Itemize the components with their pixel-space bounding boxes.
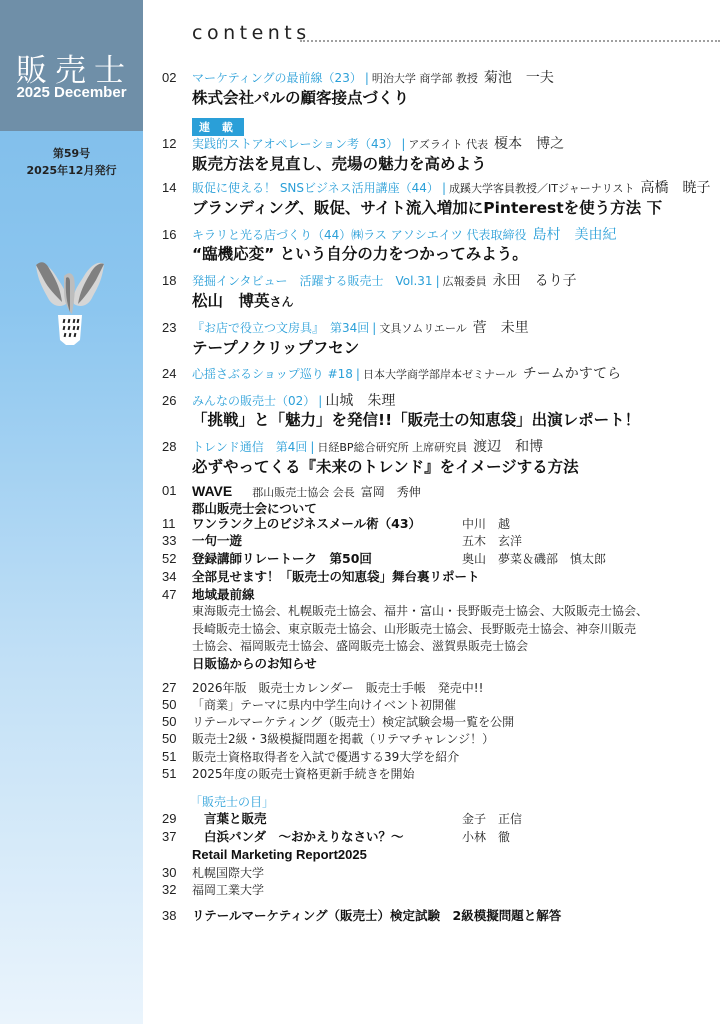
regional-list-line: 長崎販売士協会、東京販売士協会、山形販売士協会、長野販売士協会、神奈川販売	[192, 621, 637, 636]
page-number: 33	[162, 533, 177, 548]
page-number: 50	[162, 714, 177, 729]
article-title: 全部見せます！「販売士の知恵袋」舞台裏リポート	[192, 569, 480, 584]
page-number: 26	[162, 393, 177, 408]
page-number: 11	[162, 516, 176, 531]
series-label: 心揺さぶるショップ巡り #18	[192, 367, 353, 381]
contents-heading: contents	[192, 22, 311, 44]
article-title: 白浜パンダ ～おかえりなさい？～	[204, 829, 404, 844]
author: 山城 朱理	[325, 393, 396, 409]
author: チームかすてら	[522, 366, 622, 382]
series-label: 販促に使える！ SNSビジネス活用講座（44）	[192, 181, 439, 195]
author: 島村 美由紀	[532, 227, 617, 243]
article-title: ワンランク上のビジネスメール術（43）	[192, 516, 422, 531]
article-title: 登録講師リレートーク 第50回	[192, 551, 372, 566]
article-title: 必ずやってくる『未来のトレンド』をイメージする方法	[192, 458, 579, 476]
page-number: 02	[162, 70, 177, 85]
page-number: 27	[162, 680, 177, 695]
notice-text: 「商業」テーマに県内中学生向けイベント初開催	[192, 698, 457, 712]
author: 小林 徹	[462, 830, 511, 844]
page-number: 29	[162, 811, 177, 826]
page-number: 37	[162, 829, 177, 844]
notice-text: 販売士資格取得者を入試で優遇する39大学を紹介	[192, 750, 460, 764]
page-number: 34	[162, 569, 177, 584]
interviewee-name: 松山 博英	[192, 292, 270, 310]
article-title: 販売方法を見直し、売場の魅力を高めよう	[192, 155, 487, 173]
page-number: 18	[162, 273, 177, 288]
author: 永田 るり子	[492, 273, 577, 289]
author: 中川 越	[462, 517, 511, 531]
page-number: 30	[162, 865, 177, 880]
page-number: 52	[162, 551, 177, 566]
page-number: 32	[162, 882, 177, 897]
sidebar	[0, 0, 143, 1024]
notice-text: 販売士2級・3級模擬問題を掲載（リテマチャレンジ！）	[192, 732, 495, 746]
article-title: 株式会社パルの顧客接点づくり	[192, 89, 410, 107]
series-label: 実践的ストアオペレーション考（43）	[192, 137, 399, 151]
article-title: リテールマーケティング（販売士）検定試験 2級模擬問題と解答	[192, 908, 562, 923]
series-label: キラリと光る店づくり（44）㈱ラス アソシエイツ 代表取締役	[192, 228, 527, 242]
article-title: “臨機応変” という自分の力をつかってみよう。	[192, 245, 528, 263]
article-title: 郡山販売士会について	[192, 501, 317, 516]
series-label: マーケティングの最前線（23）	[192, 71, 362, 85]
affiliation: 明治大学 商学部 教授	[371, 72, 478, 85]
notice-text: 2025年度の販売士資格更新手続きを開始	[192, 767, 415, 781]
page-number: 28	[162, 439, 177, 454]
page-number: 14	[162, 180, 177, 195]
affiliation: 郡山販売士協会 会長	[252, 486, 355, 499]
magazine-date: 2025 December	[16, 84, 127, 101]
notice-text: リテールマーケティング（販売士）検定試験会場一覧を公開	[192, 715, 515, 729]
page-number: 38	[162, 908, 177, 923]
author: 奥山 夢菜＆磯部 慎太郎	[462, 552, 607, 566]
author: 富岡 秀伸	[360, 485, 421, 499]
page-number: 50	[162, 731, 177, 746]
author: 高橋 暁子	[640, 180, 711, 196]
author: 金子 正信	[462, 812, 523, 826]
regional-list-line: 東海販売士協会、札幌販売士協会、福井・富山・長野販売士協会、大阪販売士協会、	[192, 604, 649, 618]
serial-badge: 連 載	[192, 118, 244, 136]
article-title: 言葉と販売	[204, 811, 267, 826]
page-number: 24	[162, 366, 177, 381]
section-title: 地域最前線	[192, 587, 255, 602]
issue-number: 第59号	[52, 147, 91, 160]
section-label: 「販売士の目」	[190, 795, 275, 809]
article-title	[192, 290, 577, 313]
magazine-title: 販売士	[16, 53, 133, 89]
page-number: 50	[162, 697, 177, 712]
sidebar-title-block	[0, 0, 143, 131]
author: 菅 未里	[472, 320, 529, 336]
affiliation: アズライト 代表	[408, 138, 489, 151]
page-number: 47	[162, 587, 177, 602]
section-title: Retail Marketing Report2025	[192, 847, 367, 862]
author: 榎本 博之	[494, 136, 565, 152]
page-number: 12	[162, 136, 177, 151]
page-number: 51	[162, 749, 177, 764]
series-label: トレンド通信 第4回	[192, 440, 308, 454]
page-number: 16	[162, 227, 177, 242]
page-number: 01	[162, 483, 177, 498]
article-title: 一句一遊	[192, 533, 243, 548]
page-number: 23	[162, 320, 177, 335]
dotted-rule	[300, 40, 720, 42]
affiliation: 日経BP総合研究所 上席研究員	[317, 441, 468, 454]
author: 五木 玄洋	[462, 534, 523, 548]
notice-text: 2026年版 販売士カレンダー 販売士手帳 発売中!!	[192, 681, 484, 695]
affiliation: 文具ソムリエール	[379, 322, 467, 335]
page-number: 51	[162, 766, 177, 781]
regional-list-line: 士協会、福岡販売士協会、盛岡販売士協会、滋賀県販売士協会	[192, 639, 529, 653]
series-label: 発掘インタビュー 活躍する販売士 Vol.31	[192, 274, 433, 288]
university-name: 札幌国際大学	[192, 866, 265, 880]
article-title: 「挑戦」と「魅力」を発信!!「販売士の知恵袋」出演レポート！	[192, 411, 641, 429]
series-label: みんなの販売士（02）	[192, 394, 316, 408]
issue-date: 2025年12月発行	[26, 164, 117, 177]
author: 菊池 一夫	[483, 70, 554, 86]
series-label: 『お店で役立つ文房具』 第34回	[192, 321, 370, 335]
article-title: テープノクリップフセン	[192, 339, 360, 357]
university-name: 福岡工業大学	[192, 883, 265, 897]
honorific: さん	[269, 295, 294, 309]
section-title: 日販協からのお知らせ	[192, 655, 317, 671]
hanbaishi-emblem-icon	[30, 252, 110, 347]
wave-label: WAVE	[192, 483, 233, 499]
affiliation: 成蹊大学客員教授／ITジャーナリスト	[448, 182, 635, 195]
author: 渡辺 和博	[473, 439, 544, 455]
affiliation: 広報委員	[442, 275, 487, 288]
affiliation: 日本大学商学部岸本ゼミナール	[362, 368, 517, 381]
article-title: ブランディング、販促、サイト流入増加にPinterestを使う方法 下	[192, 199, 663, 217]
